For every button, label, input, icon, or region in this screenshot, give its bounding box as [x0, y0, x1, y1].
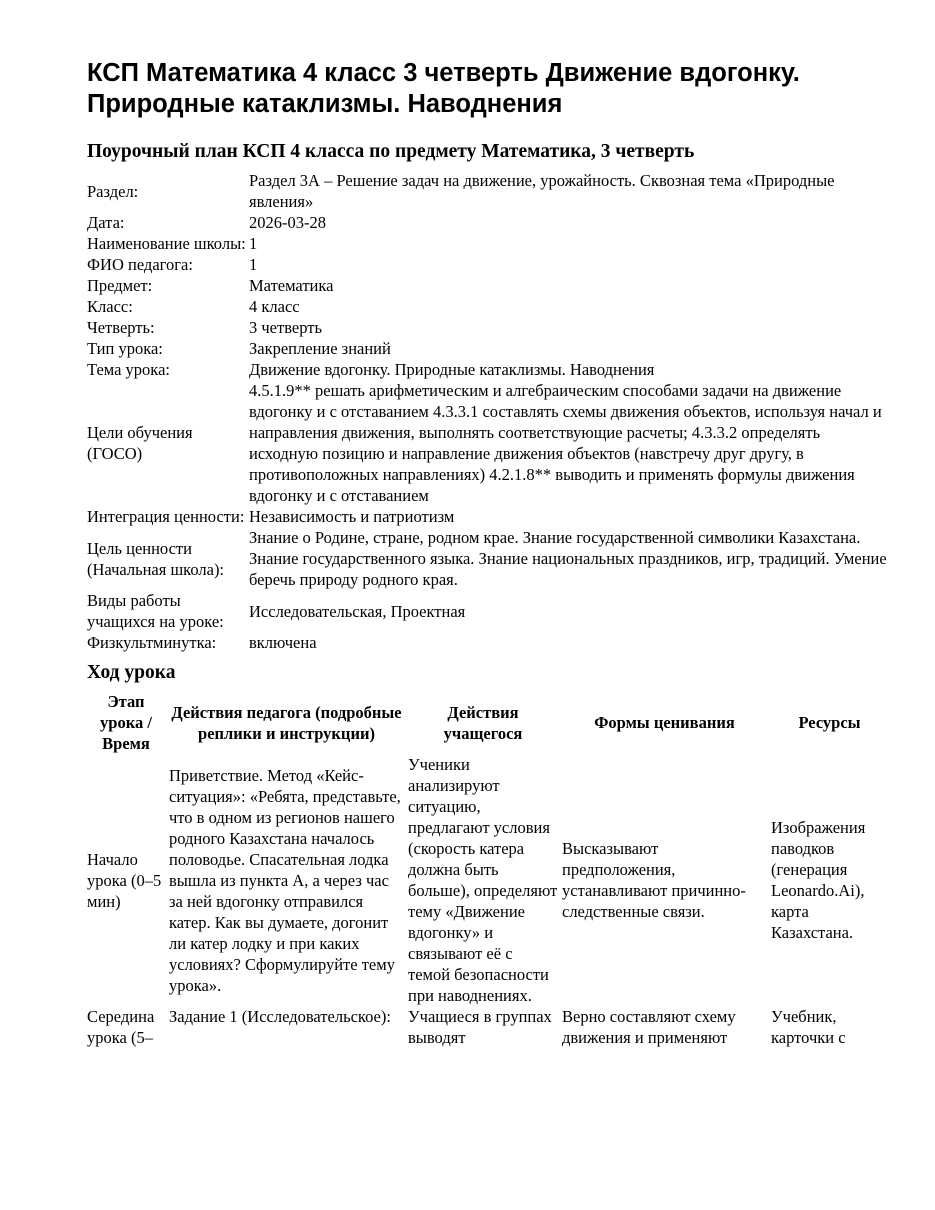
info-key: Раздел: [87, 181, 139, 201]
info-value: 3 четверть [249, 318, 322, 337]
info-value: Математика [249, 276, 334, 295]
info-key: Физкультминутка: [87, 633, 217, 652]
header-assessment: Формы ценивания [594, 713, 735, 732]
info-row [87, 527, 892, 590]
info-key: Класс: [87, 297, 133, 316]
lesson-header-row [87, 691, 892, 754]
info-key: Виды работы учащихся на уроке: [87, 591, 224, 631]
info-value: Независимость и патриотизм [249, 507, 455, 526]
stage-cell: Середина урока (5– [87, 1007, 155, 1047]
student-actions-cell: Учащиеся в группах выводят [408, 1007, 552, 1047]
document-page [87, 58, 892, 1048]
info-value: 4.5.1.9** решать арифметическим и алгебраическим способами задачи на движение вдогонку и с отставанием 4.3.3.1 составлять схемы движения объектов, используя начал и направления движения, выполнять соответствующие расчеты; 4.3.3.2 определять исходную позицию и направление движения объектов (навстречу друг другу, в противоположных направлениях) 4.2.1.8** выводить и применять формулы движения вдогонку и с отставанием [249, 381, 882, 505]
table-row [87, 1006, 892, 1048]
info-key: Четверть: [87, 318, 155, 337]
info-row [87, 254, 892, 275]
info-value: Знание о Родине, стране, родном крае. Знание государственной символики Казахстана. Знание государственного языка. Знание национальных праздников, игр, традиций. Умение беречь природу родного края. [249, 528, 887, 589]
info-key: Цель ценности (Начальная школа): [87, 538, 225, 579]
info-key: Наименование школы: [87, 234, 246, 253]
info-row [87, 275, 892, 296]
header-stage: Этап урока / Время [100, 692, 152, 753]
info-row [87, 296, 892, 317]
teacher-actions-cell: Задание 1 (Исследовательское): [169, 1007, 391, 1026]
info-value: Закрепление знаний [249, 339, 391, 358]
stage-cell: Начало урока (0–5 мин) [87, 849, 162, 911]
table-row [87, 754, 892, 1006]
info-row [87, 590, 892, 632]
info-value: Движение вдогонку. Природные катаклизмы. Наводнения [249, 360, 655, 379]
info-key: Тема урока: [87, 360, 170, 379]
info-value: 1 [249, 255, 258, 274]
info-row [87, 338, 892, 359]
teacher-actions-cell: Приветствие. Метод «Кейс-ситуация»: «Ребята, представьте, что в одном из регионов нашего родного Казахстана началось половодье. Спасательная лодка вышла из пункта А, а через час за ней вдогонку отправился катер. Как вы думаете, догонит ли катер лодку и при каких условиях? Сформулируйте тему урока». [169, 765, 401, 995]
info-table [87, 170, 892, 653]
info-value: Раздел 3А – Решение задач на движение, урожайность. Сквозная тема «Природные явления» [249, 171, 835, 211]
document-title: КСП Математика 4 класс 3 четверть Движение вдогонку. Природные катаклизмы. Наводнения [87, 59, 800, 118]
lesson-heading: Ход урока [87, 662, 176, 683]
lesson-table [87, 691, 892, 1048]
info-row [87, 359, 892, 380]
info-value: 1 [249, 234, 258, 253]
info-value: 2026-03-28 [249, 213, 326, 232]
info-key: Цели обучения (ГОСО) [87, 423, 193, 463]
info-key: Интеграция ценности: [87, 507, 245, 526]
info-row [87, 380, 892, 506]
resources-cell: Изображения паводков (генерация Leonardo.Ai), карта Казахстана. [771, 818, 866, 942]
info-value: включена [249, 633, 317, 652]
assessment-cell: Верно составляют схему движения и применяют [562, 1007, 736, 1047]
info-row [87, 233, 892, 254]
info-row [87, 632, 892, 653]
info-key: Предмет: [87, 276, 153, 295]
info-key: Тип урока: [87, 339, 163, 358]
student-actions-cell: Ученики анализируют ситуацию, предлагают условия (скорость катера должна быть больше), определяют тему «Движение вдогонку» и связывают её с темой безопасности при наводнениях. [408, 755, 558, 1005]
header-teacher-actions: Действия педагога (подробные реплики и инструкции) [171, 702, 402, 743]
info-key: Дата: [87, 213, 125, 232]
assessment-cell: Высказывают предположения, устанавливают причинно-следственные связи. [562, 839, 746, 921]
resources-cell: Учебник, карточки с [771, 1007, 846, 1047]
header-student-actions: Действия учащегося [443, 702, 523, 743]
info-key: ФИО педагога: [87, 255, 193, 274]
info-row [87, 212, 892, 233]
plan-subtitle: Поурочный план КСП 4 класса по предмету Математика, 3 четверть [87, 141, 695, 162]
info-value: 4 класс [249, 297, 300, 316]
info-row [87, 506, 892, 527]
info-row [87, 317, 892, 338]
info-row [87, 170, 892, 212]
header-resources: Ресурсы [798, 713, 861, 732]
info-value: Исследовательская, Проектная [249, 601, 466, 621]
